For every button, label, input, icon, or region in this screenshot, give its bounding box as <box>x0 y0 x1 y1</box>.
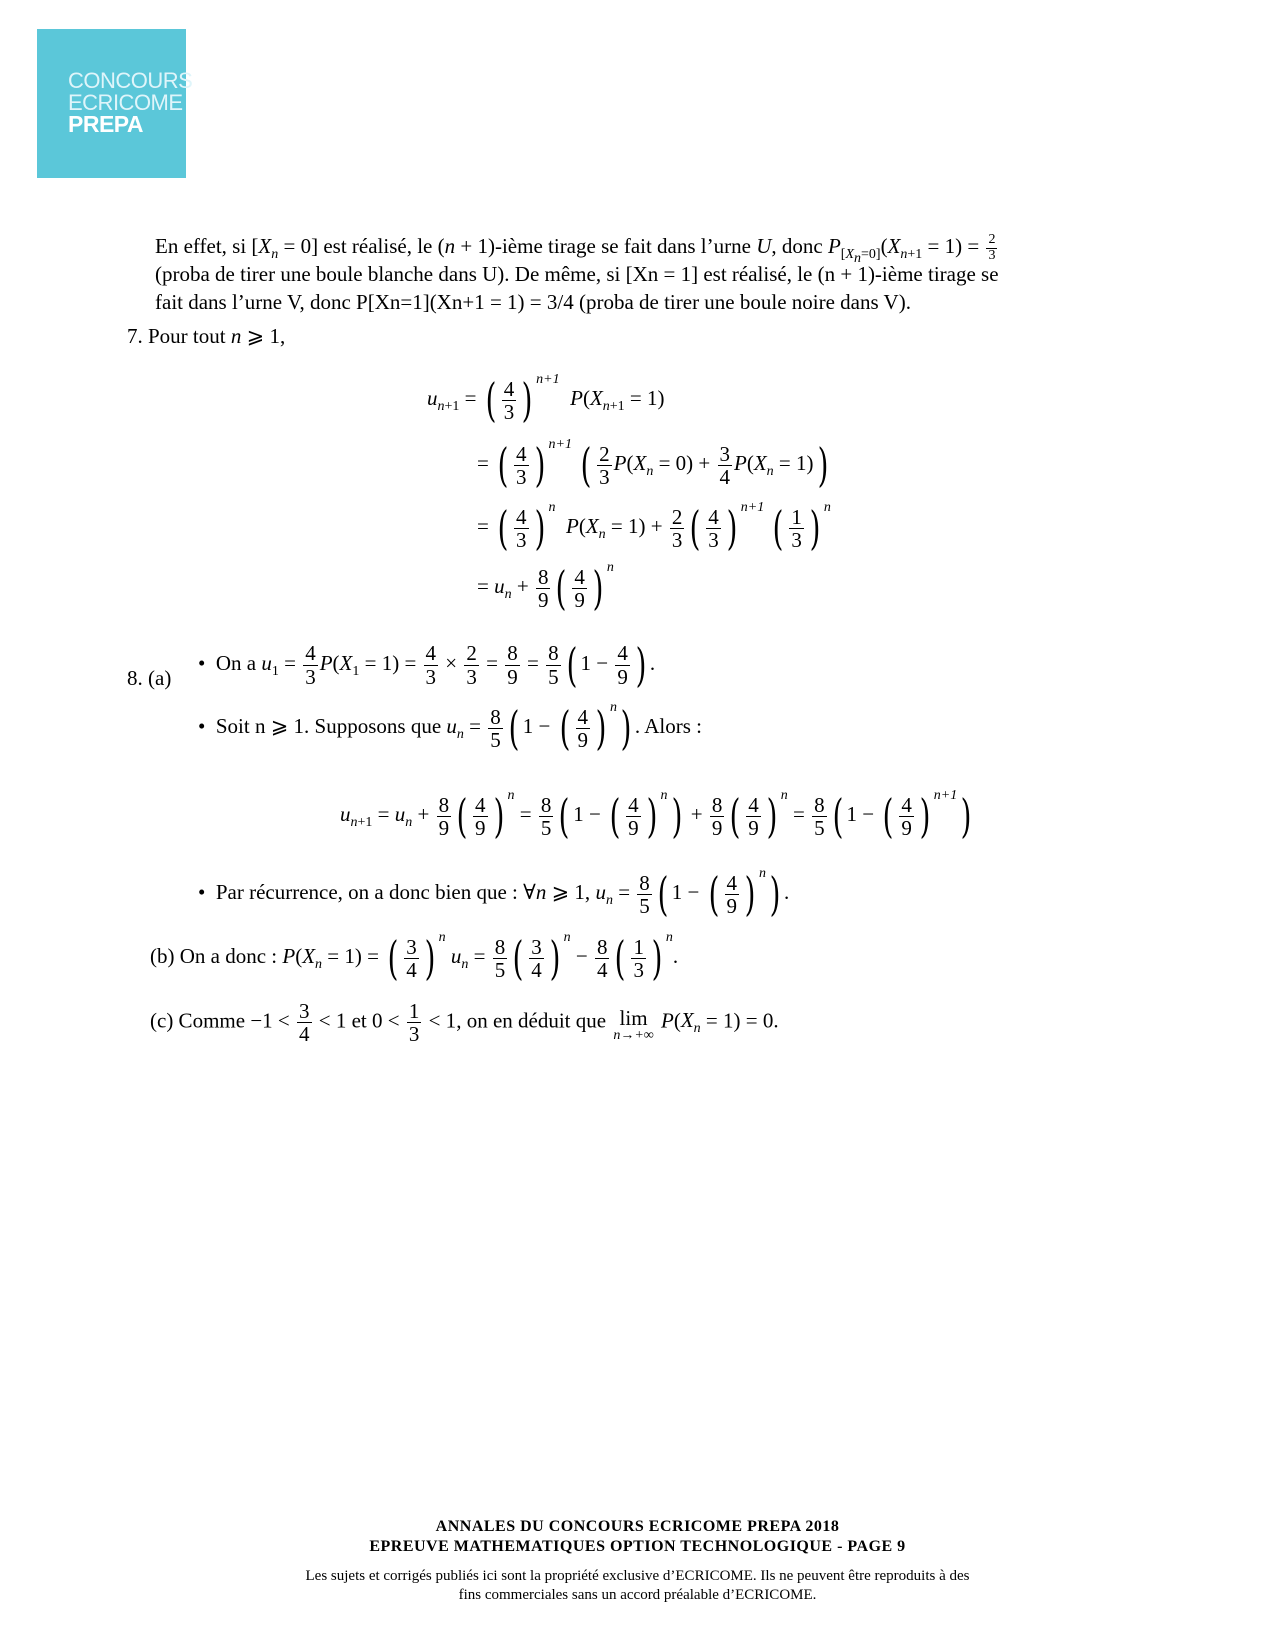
equation-7-line-4: = $u_n$ + $\frac{8}{9}$ ( $\frac{4}{9}$ ) $^n$ <box>477 560 614 616</box>
equation-8a-induction: $u_{n+1} = u_n$ + $\frac{8}{9}$ ( $\frac{4}{9}$ ) $^n$ = $\frac{8}{5}$ ( 1 − ( $\frac{4}{9}$ ) $^n$) + $\frac{8}{9}$ ( $\frac{4}{9}$ ) $^n$ = $\frac{8}{5}$ ( 1 − ( $\frac{4}{9}$ ) $^{n+1}$) <box>340 788 972 844</box>
bullet-8a-3: • Par récurrence, on a donc bien que : ∀n ⩾ 1, $u_n$ = $\frac{8}{5}$ ( 1 − ( $\frac{4}{9}$ ) $^n$) . <box>198 866 790 922</box>
bullet-8a-2: • Soit n ⩾ 1. Supposons que $u_n$ = $\frac{8}{5}$ ( 1 − ( $\frac{4}{9}$ ) $^n$) . Alors : <box>198 700 702 756</box>
logo-line-2: ECRICOME <box>68 90 183 115</box>
footer-notice-1: Les sujets et corrigés publiés ici sont la propriété exclusive d’ECRICOME. Ils ne peuvent être reproduits à des <box>305 1568 970 1584</box>
paragraph-line-3: fait dans l’urne V, donc P[Xn=1](Xn+1 = 1) = 3/4 (proba de tirer une boule noire dans V). <box>155 290 911 314</box>
logo-line-3: PREPA <box>68 111 144 137</box>
footer-notice <box>0 1567 1275 1605</box>
ecricome-logo <box>37 29 193 178</box>
footer-title <box>0 1517 1275 1557</box>
equation-7-line-1: $u_{n+1}$ = ( $\frac{4}{3}$ ) $^{n+1}$ $P(X_{n+1} = 1)$ <box>427 372 665 428</box>
question-8c: (c) Comme −1 < $\frac{3}{4}$ < 1 et 0 < $\frac{1}{3}$ < 1, on en déduit que lim n→+∞ $P(X_n = 1) = 0$. <box>150 999 779 1047</box>
bullet-8a-1: • On a $u_1$ = $\frac{4}{3}$ $P(X_1 = 1)$ = $\frac{4}{3}$ × $\frac{2}{3}$ = $\frac{8}{9}$ = $\frac{8}{5}$ ( 1 − $\frac{4}{9}$ ) . <box>198 638 656 692</box>
footer-notice-2: fins commerciales sans un accord préalable d’ECRICOME. <box>458 1587 817 1603</box>
footer-title-2: EPREUVE MATHEMATIQUES OPTION TECHNOLOGIQUE - PAGE 9 <box>369 1538 906 1555</box>
paragraph-line-1: En effet, si $[X_n = 0]$ est réalisé, le (n + 1)-ième tirage se fait dans l’urne U, donc $P_{[X_n=0]}(X_{n+1} = 1)$ = $\frac{2}{3}$ <box>155 232 996 266</box>
footer-title-1: ANNALES DU CONCOURS ECRICOME PREPA 2018 <box>435 1518 840 1535</box>
question-8a-label: 8. (a) <box>127 666 172 690</box>
equation-7-line-3: = ( $\frac{4}{3}$ ) $^n$ $P(X_n = 1)$ + $\frac{2}{3}$ ( $\frac{4}{3}$ ) $^{n+1}$ ( $\frac{1}{3}$ ) $^n$ <box>477 500 831 556</box>
question-7: 7. Pour tout n ⩾ 1, <box>127 324 286 348</box>
paragraph-line-2: (proba de tirer une boule blanche dans U). De même, si [Xn = 1] est réalisé, le (n + 1)-ième tirage se <box>155 262 999 286</box>
question-8b: (b) On a donc : $P(X_n = 1)$ = ( $\frac{3}{4}$ ) $^n$ $u_n$ = $\frac{8}{5}$ ( $\frac{3}{4}$ ) $^n$ − $\frac{8}{4}$ ( $\frac{1}{3}$ ) $^n$. <box>150 930 679 986</box>
equation-7-line-2: = ( $\frac{4}{3}$ ) $^{n+1}$ ( $\frac{2}{3}$ $P(X_n = 0)$ + $\frac{3}{4}$ $P(X_n = 1)$) <box>477 437 828 493</box>
logo-line-1: CONCOURS <box>68 68 193 93</box>
